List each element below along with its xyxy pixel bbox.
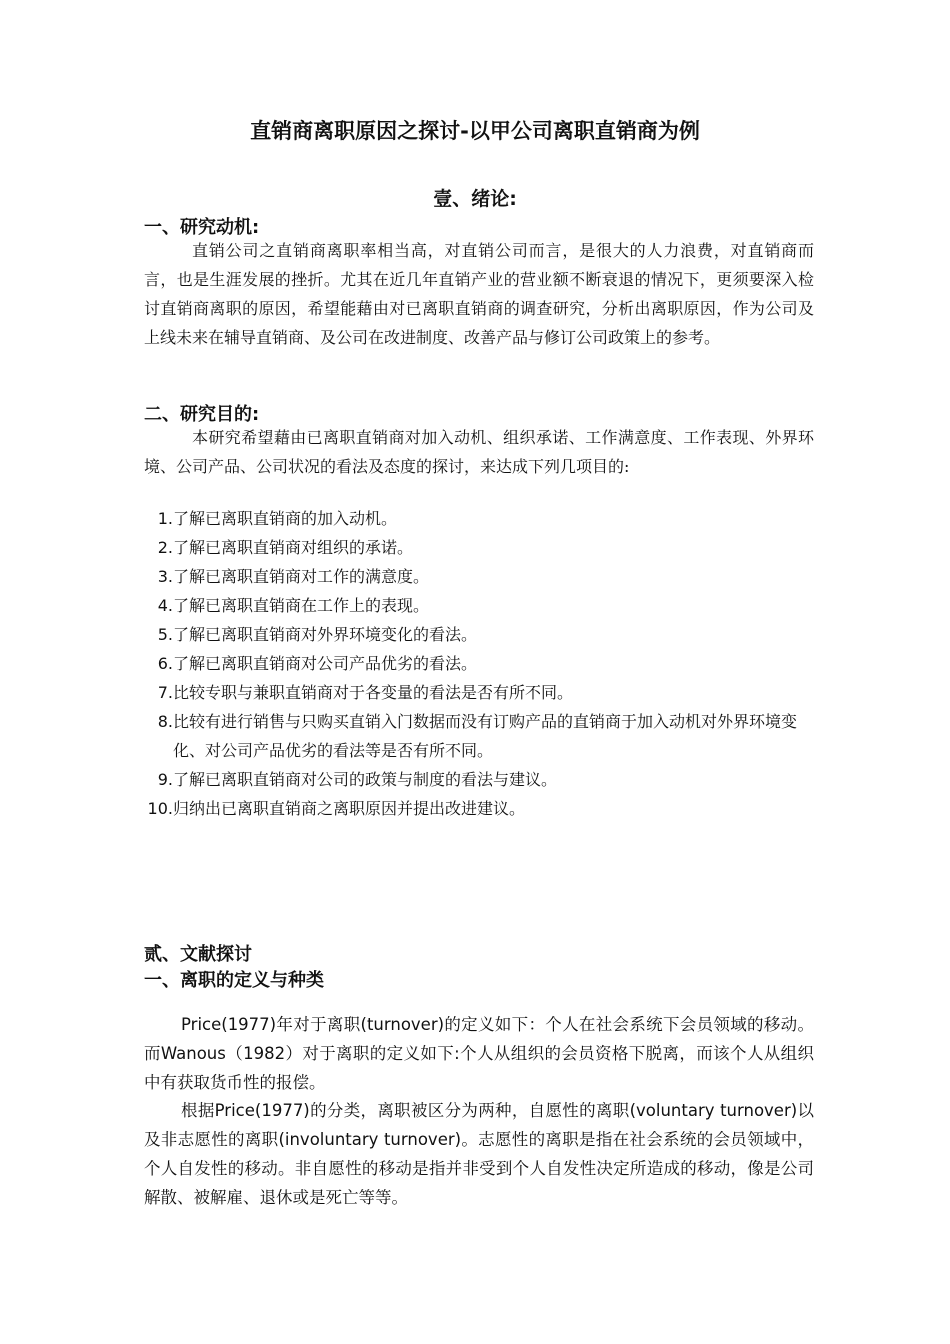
list-item-number: 9. [157, 770, 173, 789]
list-item-text: 归纳出已离职直销商之离职原因并提出改进建议。 [173, 799, 526, 818]
list-item-number: 10. [147, 799, 173, 818]
paragraph-turnover-types: 根据Price(1977)的分类，离职被区分为两种，自愿性的离职(voluntary turnover)以及非志愿性的离职(involuntary turnover)。志愿性的离职是指在社会系统的会员领域中，个人自发性的移动。非自愿性的移动是指并非受到个人自发性决定所造成的移动，像是公司解散、被解雇、退休或是死亡等等。 [144, 1101, 814, 1207]
list-item-number: 7. [157, 683, 173, 702]
list-item-number: 6. [157, 654, 173, 673]
paragraph-research-purpose: 本研究希望藉由已离职直销商对加入动机、组织承诺、工作满意度、工作表现、外界环境、公司产品、公司状况的看法及态度的探讨，来达成下列几项目的: [144, 428, 814, 476]
section-heading-literature-review: 贰、文献探讨 [144, 944, 252, 965]
section-heading-introduction: 壹、绪论: [433, 188, 517, 210]
list-item [144, 591, 814, 620]
list-item-text: 了解已离职直销商对公司产品优劣的看法。 [173, 654, 478, 673]
list-item-number: 2. [157, 538, 173, 557]
list-item-text: 比较专职与兼职直销商对于各变量的看法是否有所不同。 [173, 683, 574, 702]
list-item-text: 比较有进行销售与只购买直销入门数据而没有订购产品的直销商于加入动机对外界环境变化、对公司产品优劣的看法等是否有所不同。 [173, 712, 798, 760]
list-item [144, 562, 814, 591]
heading-research-motivation: 一、研究动机: [144, 217, 260, 238]
list-item-number: 3. [157, 567, 173, 586]
heading-research-purpose: 二、研究目的: [144, 404, 260, 425]
paragraph-turnover-definition: Price(1977)年对于离职(turnover)的定义如下：个人在社会系统下会员领域的移动。而Wanous（1982）对于离职的定义如下:个人从组织的会员资格下脱离，而该个人从组织中有获取货币性的报偿。 [144, 1015, 814, 1092]
list-item-number: 5. [157, 625, 173, 644]
list-item [144, 504, 814, 533]
list-item-text: 了解已离职直销商对公司的政策与制度的看法与建议。 [173, 770, 558, 789]
list-item-text: 了解已离职直销商对组织的承诺。 [173, 538, 414, 557]
list-item-number: 1. [157, 509, 173, 528]
list-item-text: 了解已离职直销商对工作的满意度。 [173, 567, 430, 586]
list-item [144, 533, 814, 562]
document-title: 直销商离职原因之探讨-以甲公司离职直销商为例 [250, 119, 700, 143]
paragraph-research-motivation: 直销公司之直销商离职率相当高，对直销公司而言，是很大的人力浪费，对直销商而言，也是生涯发展的挫折。尤其在近几年直销产业的营业额不断衰退的情况下，更须要深入检讨直销商离职的原因，希望能藉由对已离职直销商的调查研究，分析出离职原因，作为公司及上线未来在辅导直销商、及公司在改进制度、改善产品与修订公司政策上的参考。 [144, 241, 814, 347]
list-item [144, 765, 814, 794]
list-item [144, 794, 814, 823]
list-item-text: 了解已离职直销商在工作上的表现。 [173, 596, 430, 615]
heading-turnover-definition: 一、离职的定义与种类 [144, 970, 324, 991]
list-item [144, 620, 814, 649]
purpose-list [144, 504, 814, 823]
list-item-text: 了解已离职直销商对外界环境变化的看法。 [173, 625, 478, 644]
list-item-text: 了解已离职直销商的加入动机。 [173, 509, 398, 528]
list-item [144, 678, 814, 707]
list-item-number: 4. [157, 596, 173, 615]
list-item [144, 649, 814, 678]
list-item [144, 707, 814, 765]
list-item-number: 8. [157, 712, 173, 731]
